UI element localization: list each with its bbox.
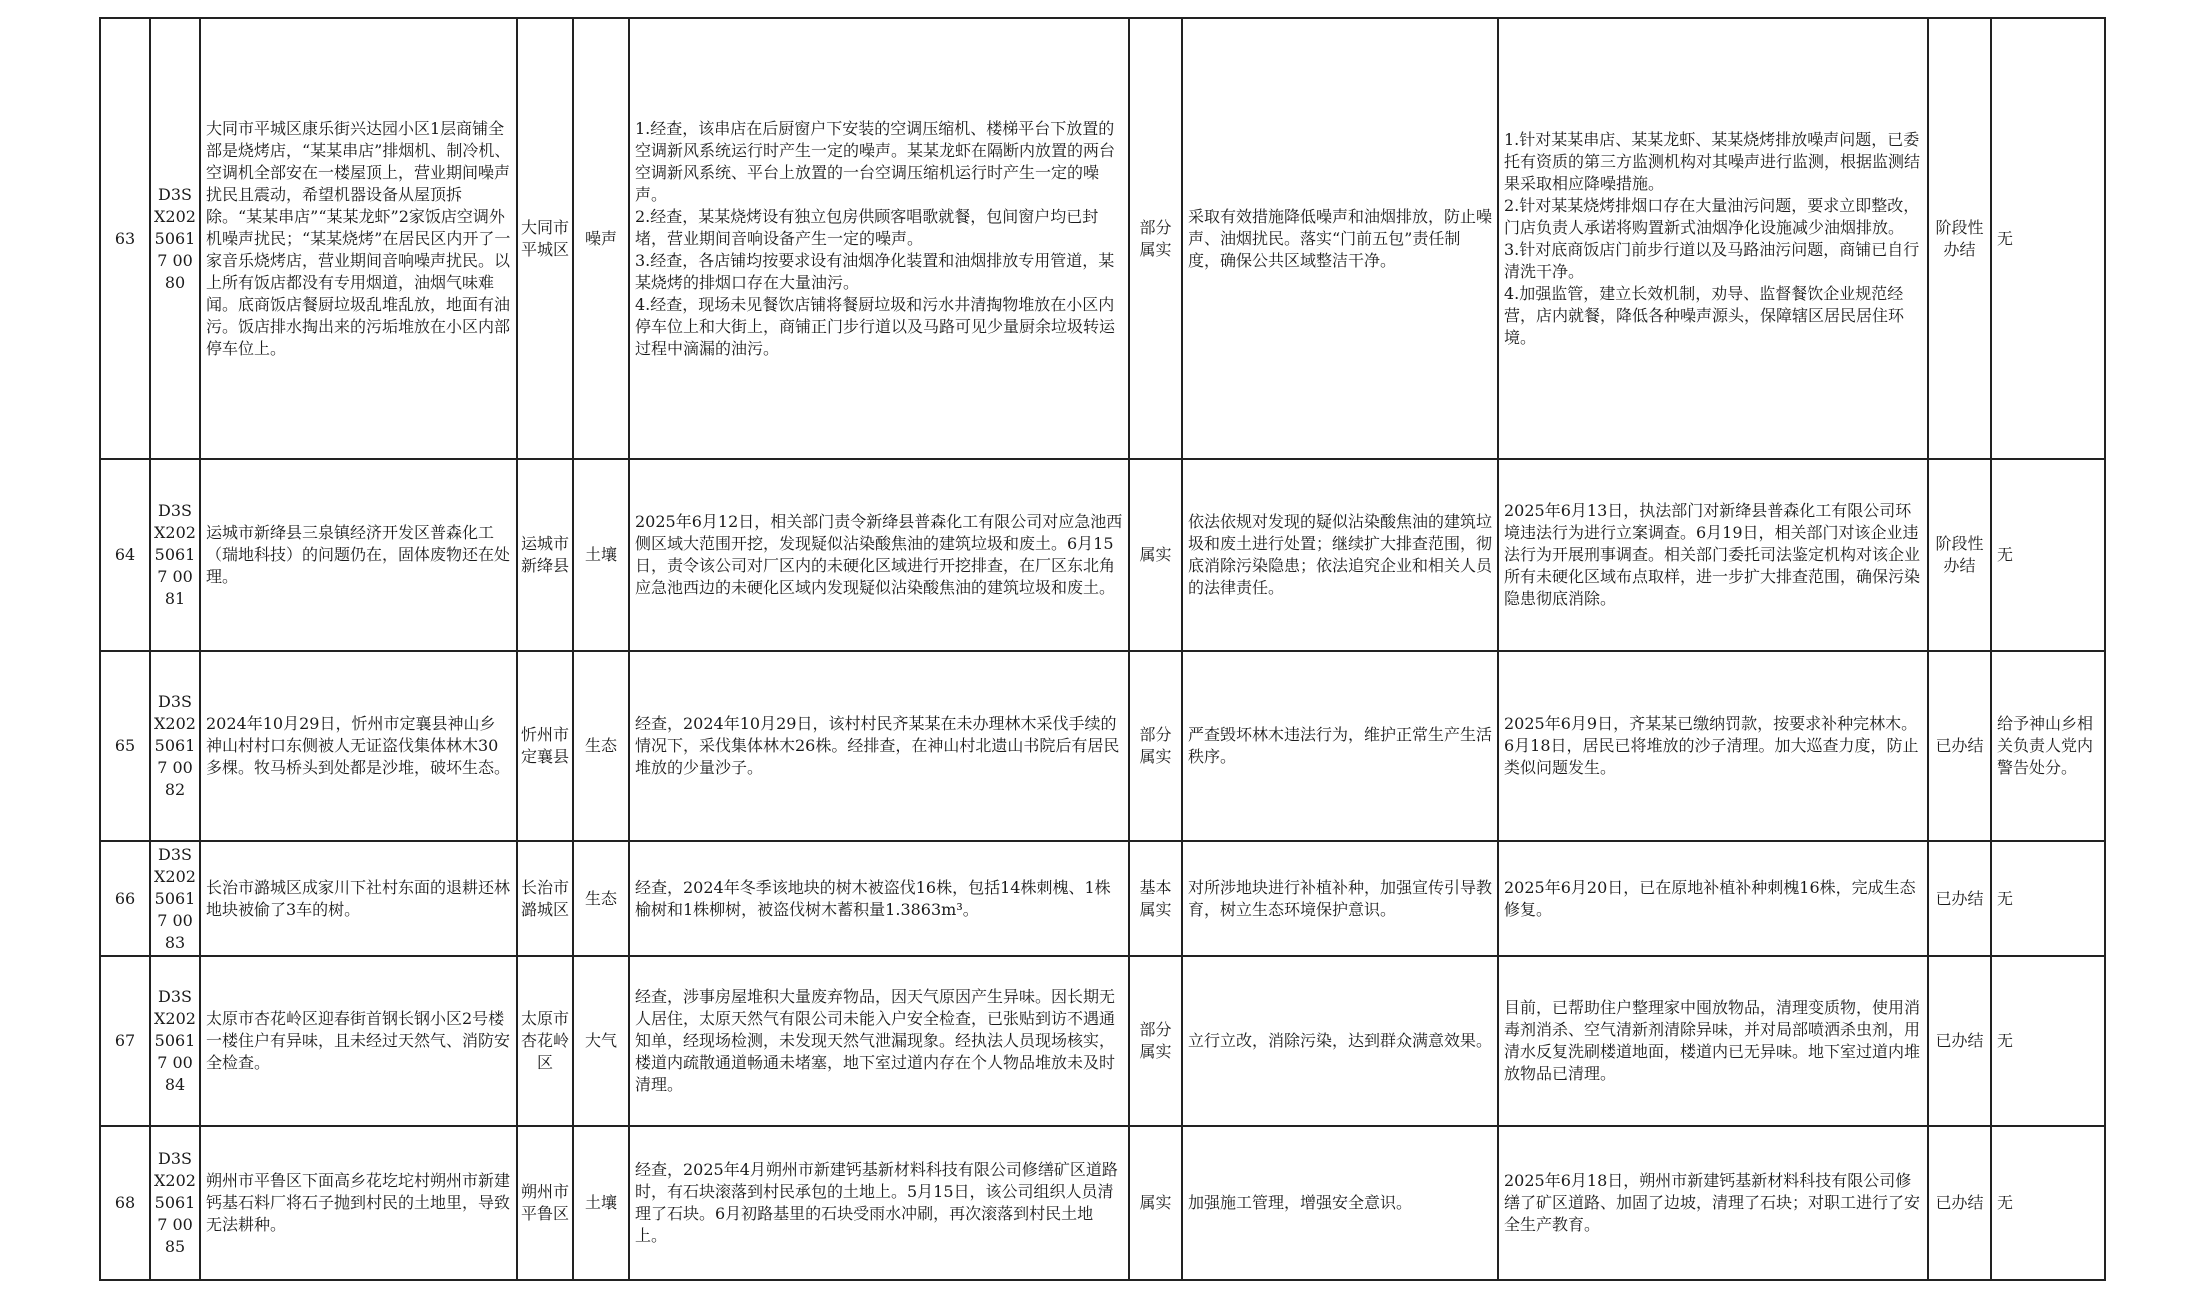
- complaint-code: D3SX20250617 0084: [150, 956, 200, 1126]
- complaint-content: 运城市新绛县三泉镇经济开发区普森化工（瑞地科技）的问题仍在，固体废物还在处理。: [200, 459, 517, 651]
- verdict: 基本属实: [1129, 841, 1182, 956]
- pollution-type: 土壤: [573, 1126, 629, 1280]
- complaint-content: 长治市潞城区成家川下社村东面的退耕还林地块被偷了3车的树。: [200, 841, 517, 956]
- row-number: 65: [100, 651, 150, 841]
- row-number: 63: [100, 18, 150, 459]
- verdict: 属实: [1129, 1126, 1182, 1280]
- complaint-content: 太原市杏花岭区迎春街首钢长钢小区2号楼一楼住户有异味，且未经过天然气、消防安全检查。: [200, 956, 517, 1126]
- accountability: 无: [1991, 841, 2105, 956]
- verdict: 部分属实: [1129, 651, 1182, 841]
- investigation: 1.经查，该串店在后厨窗户下安装的空调压缩机、楼梯平台下放置的空调新风系统运行时产生一定的噪声。某某龙虾在隔断内放置的两台空调新风系统、平台上放置的一台空调压缩机运行时产生一定的噪声。 2.经查，某某烧烤设有独立包房供顾客唱歌就餐，包间窗户均已封堵，营业期间音响设备产生一定的噪声。 3.经查，各店铺均按要求设有油烟净化装置和油烟排放专用管道，某某烧烤的排烟口存在大量油污。 4.经查，现场未见餐饮店铺将餐厨垃圾和污水井清掏物堆放在小区内停车位上和大街上，商铺正门步行道以及马路可见少量厨余垃圾转运过程中滴漏的油污。: [629, 18, 1129, 459]
- investigation: 经查，2024年冬季该地块的树木被盗伐16株，包括14株刺槐、1株榆树和1株柳树，被盗伐树木蓄积量1.3863m³。: [629, 841, 1129, 956]
- table-row: [100, 651, 2105, 841]
- complaint-code: D3SX20250617 0085: [150, 1126, 200, 1280]
- investigation: 经查，2024年10月29日，该村村民齐某某在未办理林木采伐手续的情况下，采伐集体林木26株。经排查，在神山村北遗山书院后有居民堆放的少量沙子。: [629, 651, 1129, 841]
- row-number: 66: [100, 841, 150, 956]
- pollution-type: 土壤: [573, 459, 629, 651]
- accountability: 无: [1991, 18, 2105, 459]
- region: 太原市杏花岭区: [517, 956, 573, 1126]
- region: 忻州市定襄县: [517, 651, 573, 841]
- verdict: 属实: [1129, 459, 1182, 651]
- accountability: 无: [1991, 956, 2105, 1126]
- status: 阶段性办结: [1928, 18, 1991, 459]
- measures: 依法依规对发现的疑似沾染酸焦油的建筑垃圾和废土进行处置；继续扩大排查范围，彻底消除污染隐患；依法追究企业和相关人员的法律责任。: [1182, 459, 1498, 651]
- measures: 严查毁坏林木违法行为，维护正常生产生活秩序。: [1182, 651, 1498, 841]
- table-row: [100, 956, 2105, 1126]
- table-row: [100, 459, 2105, 651]
- region: 朔州市平鲁区: [517, 1126, 573, 1280]
- investigation: 2025年6月12日，相关部门责令新绛县普森化工有限公司对应急池西侧区域大范围开挖，发现疑似沾染酸焦油的建筑垃圾和废土。6月15日，责令该公司对厂区内的未硬化区域进行开挖排查，在厂区东北角应急池西边的未硬化区域内发现疑似沾染酸焦油的建筑垃圾和废土。: [629, 459, 1129, 651]
- table-row: [100, 841, 2105, 956]
- complaint-code: D3SX20250617 0083: [150, 841, 200, 956]
- measures: 加强施工管理，增强安全意识。: [1182, 1126, 1498, 1280]
- investigation: 经查，2025年4月朔州市新建钙基新材料科技有限公司修缮矿区道路时，有石块滚落到村民承包的土地上。5月15日，该公司组织人员清理了石块。6月初路基里的石块受雨水冲刷，再次滚落到村民土地上。: [629, 1126, 1129, 1280]
- status: 阶段性办结: [1928, 459, 1991, 651]
- pollution-type: 噪声: [573, 18, 629, 459]
- complaint-content: 大同市平城区康乐街兴达园小区1层商铺全部是烧烤店，“某某串店”排烟机、制冷机、空调机全部安在一楼屋顶上，营业期间噪声扰民且震动，希望机器设备从屋顶拆除。“某某串店”“某某龙虾”2家饭店空调外机噪声扰民；“某某烧烤”在居民区内开了一家音乐烧烤店，营业期间音响噪声扰民。以上所有饭店都没有专用烟道，油烟气味难闻。底商饭店餐厨垃圾乱堆乱放，地面有油污。饭店排水掏出来的污垢堆放在小区内部停车位上。: [200, 18, 517, 459]
- complaint-code: D3SX20250617 0082: [150, 651, 200, 841]
- complaint-content: 2024年10月29日，忻州市定襄县神山乡神山村村口东侧被人无证盗伐集体林木30多棵。牧马桥头到处都是沙堆，破坏生态。: [200, 651, 517, 841]
- status: 已办结: [1928, 956, 1991, 1126]
- row-number: 64: [100, 459, 150, 651]
- complaint-content: 朔州市平鲁区下面高乡花圪坨村朔州市新建钙基石料厂将石子抛到村民的土地里，导致无法耕种。: [200, 1126, 517, 1280]
- handling-result: 2025年6月18日，朔州市新建钙基新材料科技有限公司修缮了矿区道路、加固了边坡，清理了石块；对职工进行了安全生产教育。: [1498, 1126, 1928, 1280]
- complaint-code: D3SX20250617 0081: [150, 459, 200, 651]
- verdict: 部分属实: [1129, 956, 1182, 1126]
- handling-result: 2025年6月13日，执法部门对新绛县普森化工有限公司环境违法行为进行立案调查。6月19日，相关部门对该企业违法行为开展刑事调查。相关部门委托司法鉴定机构对该企业所有未硬化区域布点取样，进一步扩大排查范围，确保污染隐患彻底消除。: [1498, 459, 1928, 651]
- row-number: 67: [100, 956, 150, 1126]
- complaint-code: D3SX20250617 0080: [150, 18, 200, 459]
- handling-result: 目前，已帮助住户整理家中囤放物品，清理变质物，使用消毒剂消杀、空气清新剂清除异味，并对局部喷洒杀虫剂，用清水反复洗刷楼道地面，楼道内已无异味。地下室过道内堆放物品已清理。: [1498, 956, 1928, 1126]
- status: 已办结: [1928, 841, 1991, 956]
- region: 长治市潞城区: [517, 841, 573, 956]
- investigation: 经查，涉事房屋堆积大量废弃物品，因天气原因产生异味。因长期无人居住，太原天然气有限公司未能入户安全检查，已张贴到访不遇通知单，经现场检测，未发现天然气泄漏现象。经执法人员现场核实，楼道内疏散通道畅通未堵塞，地下室过道内存在个人物品堆放未及时清理。: [629, 956, 1129, 1126]
- pollution-type: 大气: [573, 956, 629, 1126]
- complaint-table: [99, 17, 2106, 1281]
- accountability: 无: [1991, 1126, 2105, 1280]
- measures: 立行立改，消除污染，达到群众满意效果。: [1182, 956, 1498, 1126]
- complaint-table-sheet: [99, 17, 2106, 1281]
- pollution-type: 生态: [573, 841, 629, 956]
- measures: 采取有效措施降低噪声和油烟排放，防止噪声、油烟扰民。落实“门前五包”责任制度，确保公共区域整洁干净。: [1182, 18, 1498, 459]
- accountability: 无: [1991, 459, 2105, 651]
- table-row: [100, 18, 2105, 459]
- verdict: 部分属实: [1129, 18, 1182, 459]
- handling-result: 2025年6月9日，齐某某已缴纳罚款，按要求补种完林木。6月18日，居民已将堆放的沙子清理。加大巡查力度，防止类似问题发生。: [1498, 651, 1928, 841]
- measures: 对所涉地块进行补植补种，加强宣传引导教育，树立生态环境保护意识。: [1182, 841, 1498, 956]
- row-number: 68: [100, 1126, 150, 1280]
- handling-result: 1.针对某某串店、某某龙虾、某某烧烤排放噪声问题，已委托有资质的第三方监测机构对其噪声进行监测，根据监测结果采取相应降噪措施。 2.针对某某烧烤排烟口存在大量油污问题，要求立即整改，门店负责人承诺将购置新式油烟净化设施减少油烟排放。 3.针对底商饭店门前步行道以及马路油污问题，商铺已自行清洗干净。 4.加强监管，建立长效机制，劝导、监督餐饮企业规范经营，店内就餐，降低各种噪声源头，保障辖区居民居住环境。: [1498, 18, 1928, 459]
- pollution-type: 生态: [573, 651, 629, 841]
- status: 已办结: [1928, 1126, 1991, 1280]
- handling-result: 2025年6月20日，已在原地补植补种刺槐16株，完成生态修复。: [1498, 841, 1928, 956]
- region: 大同市平城区: [517, 18, 573, 459]
- region: 运城市新绛县: [517, 459, 573, 651]
- table-row: [100, 1126, 2105, 1280]
- status: 已办结: [1928, 651, 1991, 841]
- accountability: 给予神山乡相关负责人党内警告处分。: [1991, 651, 2105, 841]
